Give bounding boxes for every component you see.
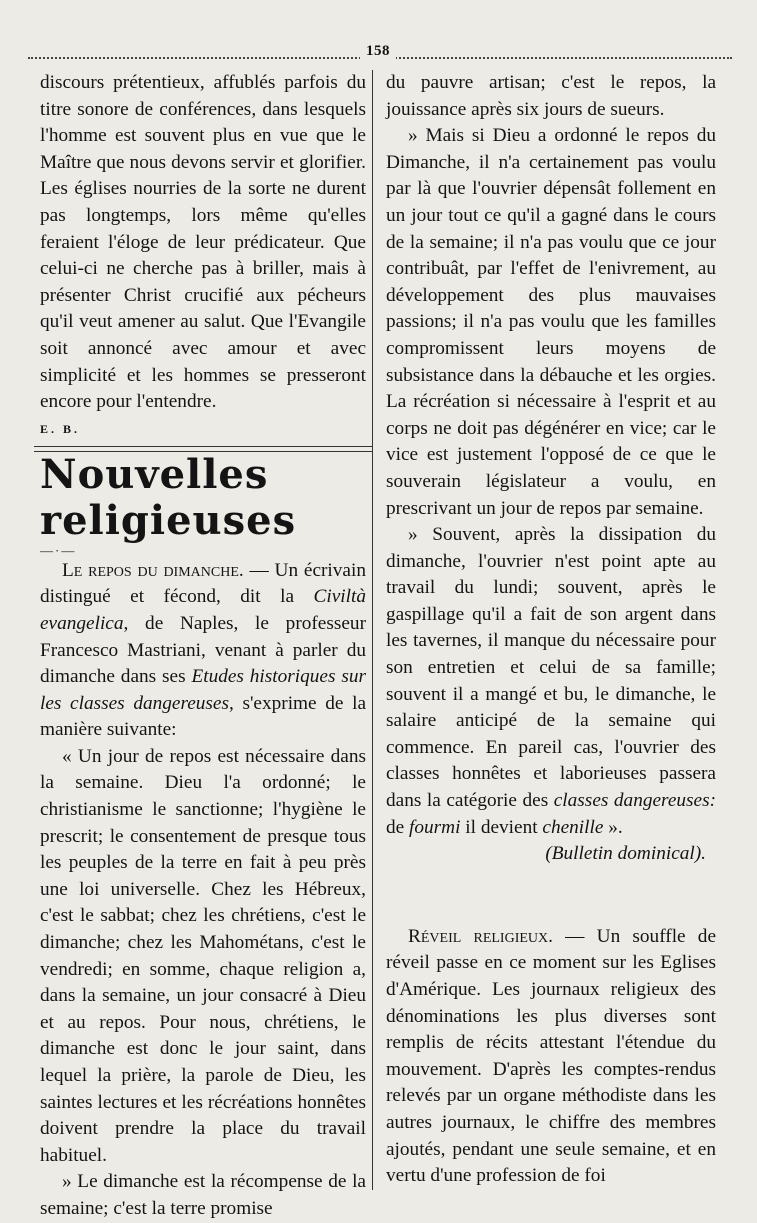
italic-text: fourmi	[409, 816, 461, 838]
source-citation	[386, 841, 706, 868]
paragraph: discours prétentieux, affublés parfois du titre sonore de conférences, dans lesquels l'homme est souvent plus en vue que le Maître que nous devons servir et glorifier. Les églises nourries de la sorte ne durent pas longtemps, lors même qu'elles feraient l'éloge de leur prédicateur. Que celui-ci ne cherche pas à briller, mais à présenter Christ crucifié aux pécheurs qu'il veut amener au salut. Que l'Evangile soit annoncé avec amour et avec simplicité et les hommes se presseront encore pour l'entendre.	[40, 72, 366, 413]
article-heading: Réveil religieux.	[408, 925, 553, 947]
italic-text: chenille	[542, 816, 604, 838]
journal-name: Civiltà evangelica	[40, 586, 366, 634]
text-span: — Un écrivain distingué et fécond, dit la	[40, 559, 366, 608]
text-span: , de Naples, le professeur Francesco Mastriani, venant à parler du dimanche dans ses	[40, 612, 366, 688]
quote-paragraph: » Mais si Dieu a ordonné le repos du Dimanche, il n'a certainement pas voulu par là que l'ouvrier dépensât follement en un jour tout ce qu'il a gagné dans le cours de la semaine; il n'a pas voulu que ce jour contribuât, par l'effet de l'enivrement, au développement des plus mauvaises passions; il n'a pas voulu que les familles compromissent leurs moyens de subsistance dans la débauche et les orgies. La récréation si nécessaire à l'esprit et au corps ne doit pas dégénérer en vice; car le vice est justement l'opposé de ce que le souverain législateur a voulu, en prescrivant un jour de repos par semaine.	[386, 125, 716, 519]
column-divider	[372, 70, 373, 1190]
article-heading: Le repos du dimanche.	[62, 559, 244, 581]
right-column	[386, 70, 716, 1190]
ornament: —·—	[40, 542, 77, 558]
italic-text: classes dangereuses:	[553, 790, 716, 812]
article-paragraph	[386, 924, 716, 1190]
text-span: de	[386, 816, 410, 838]
author-signature: E. B.	[40, 421, 81, 436]
quote-continuation: du pauvre artisan; c'est le repos, la jouissance après six jours de sueurs.	[386, 72, 716, 120]
book-title: Etudes historiques sur les classes dangereuses	[40, 666, 367, 714]
text-span: ».	[603, 816, 623, 838]
section-title: Nouvelles religieuses	[40, 450, 297, 544]
text-span: — Un souffle de réveil passe en ce moment sur les Eglises d'Amérique. Les journaux religieux des dénominations les plus diverses sont remplis de récits attestant l'étendue du mouvement. D'après les comptes-rendus relevés par un organe méthodiste dans les autres journaux, le chiffre des membres ajoutés, pendant une seule semaine, et en vertu d'une profession de foi	[386, 925, 716, 1187]
spacer	[386, 868, 716, 924]
text-span: » Souvent, après la dissipation du dimanche, l'ouvrier n'est point apte au travail du lundi; souvent, après le gaspillage qu'il a fait de son argent dans les tavernes, il manque du nécessaire pour son entretien et celui de sa famille; souvent il a mangé et bu, le dimanche, le salaire anticipé de la semaine qui commence. En pareil cas, l'ouvrier des classes honnêtes et laborieuses passera dans la catégorie des	[386, 524, 716, 812]
article-intro	[40, 558, 366, 744]
quote-paragraph: « Un jour de repos est nécessaire dans la semaine. Dieu l'a ordonné; le christianisme le sanctionne; l'hygiène le prescrit; le consentement de presque tous les peuples de la terre en fait à peu près une loi universelle. Chez les Hébreux, c'est le sabbat; chez les chrétiens, c'est le dimanche; chez les Mahométans, c'est le vendredi; en somme, chaque religion a, dans la semaine, un jour consacré à Dieu et au repos. Pour nous, chrétiens, le dimanche est donc le jour saint, dans lequel la prière, la parole de Dieu, les saintes lectures et les récréations honnêtes doivent prendre la place du travail habituel.	[40, 745, 366, 1166]
left-column	[40, 70, 366, 1223]
text-span: il devient	[460, 816, 543, 838]
quote-paragraph	[386, 522, 716, 841]
quote-paragraph: » Le dimanche est la récompense de la semaine; c'est la terre promise	[40, 1171, 366, 1219]
text-span: , s'exprime de la manière suivante:	[40, 692, 367, 741]
source-name: (Bulletin dominical).	[545, 843, 706, 865]
page-number: 158	[360, 43, 396, 60]
